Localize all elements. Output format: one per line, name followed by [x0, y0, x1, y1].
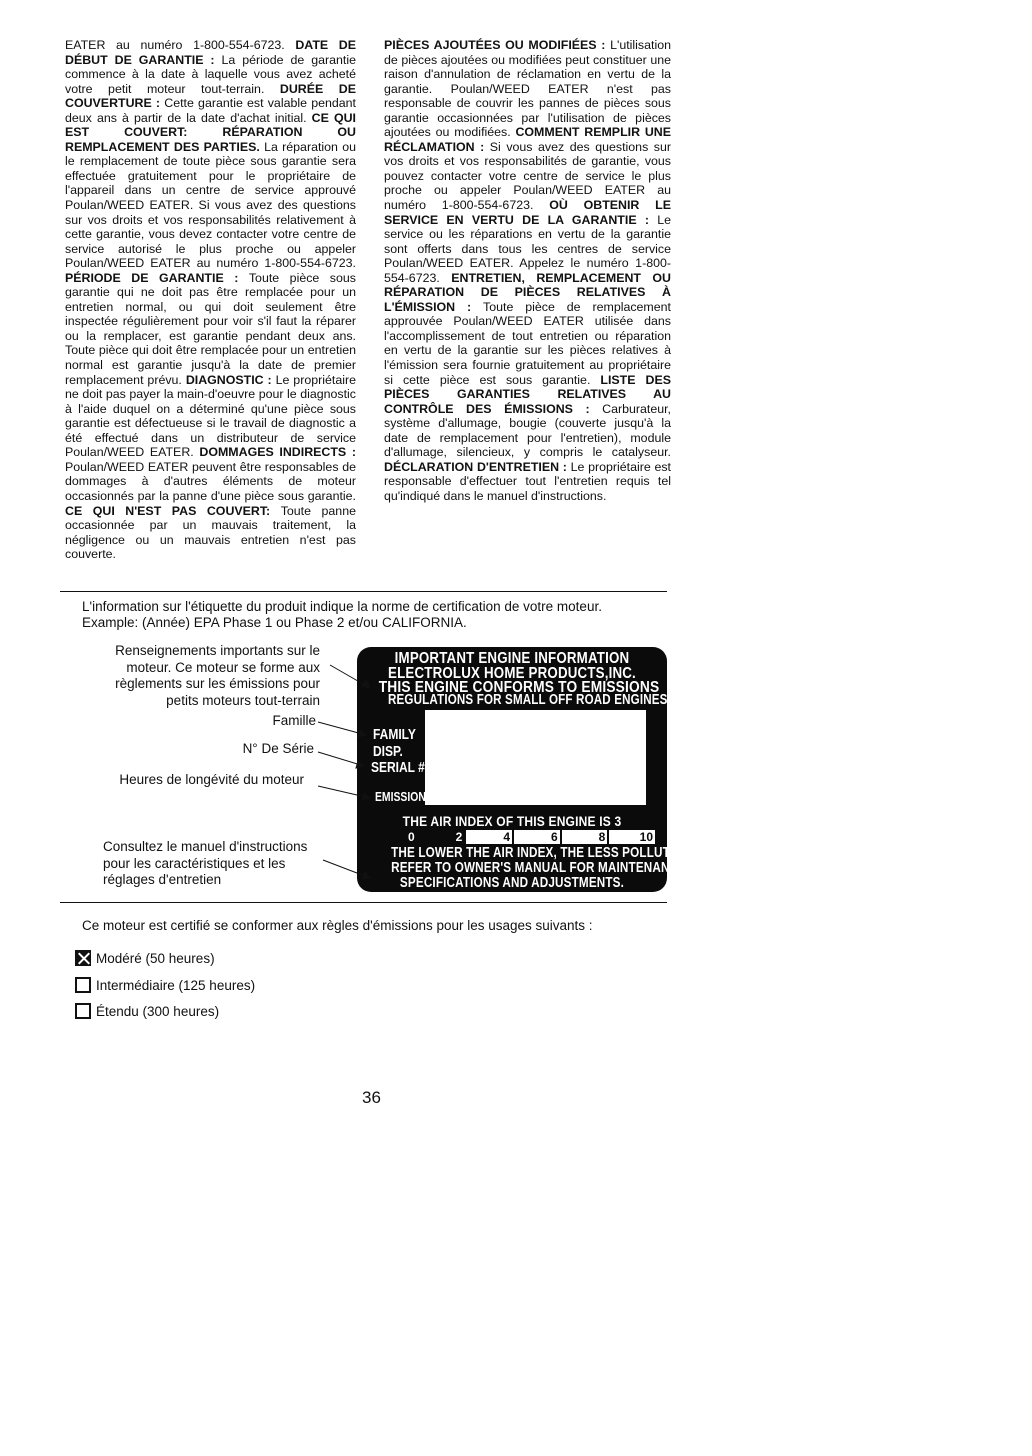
certification-text: Ce moteur est certifié se conformer aux règles d'émissions pour les usages suivants :	[82, 918, 593, 933]
air-index-tick: 10	[609, 830, 657, 844]
bottom-divider	[60, 902, 667, 903]
right-column-segment: LISTE DES PIÈCES GARANTIES RELATIVES AU CONTRÔLE DES ÉMISSIONS :	[384, 372, 671, 416]
option-extended[interactable]	[75, 1003, 219, 1019]
checkbox-intermediate[interactable]	[75, 977, 91, 993]
right-column-segment: Le service ou les réparations en vertu de la garantie sont offerts dans tous les centres de service Poulan/WEED EATER. Appelez le numéro 1-800-554-6723.	[384, 212, 671, 285]
page-number: 36	[362, 1088, 381, 1107]
serial-callout: N° De Série	[242, 741, 314, 756]
right-column-segment: PIÈCES AJOUTÉES OU MODIFIÉES :	[384, 38, 611, 52]
left-column-segment: CE QUI EST COUVERT: RÉPARATION OU REMPLACEMENT DES PARTIES.	[65, 110, 356, 154]
left-column-segment: Toute pièce sous garantie qui ne doit pas être remplacée pour un entretien normal, ou qui doit seulement être inspectée régulièrement pour voir s'il faut la réparer ou la remplacer, est garantie pendant deux ans. Toute pièce qui doit être remplacée pour un entretien normal est garantie jusqu'à la date de premier remplacement prévu.	[65, 270, 356, 387]
intro-line-1: L'information sur l'étiquette du produit indique la norme de certification de votre moteur.	[82, 599, 602, 614]
right-column-segment: COMMENT REMPLIR UNE RÉCLAMATION :	[384, 125, 671, 154]
left-column-segment: Le propriétaire ne doit pas payer la main-d'oeuvre pour le diagnostic à l'aide duquel on a déterminé qu'une pièce sous garantie est défectueuse si le travail de diagnostic a été effectué dans un distributeur de service Poulan/WEED EATER.	[65, 372, 356, 460]
right-column-segment: OÙ OBTENIR LE SERVICE EN VERTU DE LA GARANTIE :	[384, 198, 671, 227]
label-emission: EMISSION	[375, 789, 426, 804]
option-intermediate-label: Intermédiaire (125 heures)	[96, 977, 256, 993]
left-column-segment: La période de garantie commence à la date à laquelle vous avez acheté votre petit moteur tout-terrain.	[65, 52, 356, 96]
air-index-tick: 8	[562, 830, 610, 844]
air-index-tick: 0	[371, 830, 419, 844]
option-intermediate[interactable]	[75, 977, 255, 993]
right-column-segment: Toute pièce de remplacement approuvée Poulan/WEED EATER utilisée dans l'accomplissement de tout entretien ou réparation en vertu de la garantie sur les pièces relatives à l'émission sera fournie gratuitement au propriétaire si cette pièce est sous garantie.	[384, 299, 671, 387]
right-column-segment: ENTRETIEN, REMPLACEMENT OU RÉPARATION DE PIÈCES RELATIVES À L'ÉMISSION :	[384, 270, 672, 314]
label-disp: DISP.	[373, 743, 403, 760]
air-index-tick: 2	[419, 830, 467, 844]
option-moderate-label: Modéré (50 heures)	[96, 950, 215, 966]
manual-callout: Consultez le manuel d'instructions pour les caractéristiques et les réglages d'entretien	[103, 839, 308, 887]
label-footer-1: THE LOWER THE AIR INDEX, THE LESS POLLUTION	[391, 844, 692, 861]
label-footer-3: SPECIFICATIONS AND ADJUSTMENTS.	[399, 874, 625, 891]
left-column-segment: DIAGNOSTIC :	[185, 372, 276, 387]
regulations-callout: Renseignements importants sur le moteur. Ce moteur se forme aux règlements sur les émissions pour petits moteurs tout-terrain	[115, 643, 320, 708]
right-column-segment: L'utilisation de pièces ajoutées ou modifiées peut constituer une raison d'annulation de réclamation en vertu de la garantie. Poulan/WEED EATER n'est pas responsable de couvrir les pannes de pièces sous garantie occasionnées par l'utilisation de pièces ajoutées ou modifiées.	[384, 38, 671, 140]
label-footer-2: REFER TO OWNER'S MANUAL FOR MAINTENANCE	[391, 859, 687, 876]
left-column-segment: PÉRIODE DE GARANTIE :	[65, 270, 249, 285]
label-heading-3: THIS ENGINE CONFORMS TO EMISSIONS	[378, 679, 660, 696]
option-moderate[interactable]	[75, 950, 215, 966]
checkbox-moderate[interactable]	[75, 950, 91, 966]
label-heading-1: IMPORTANT ENGINE INFORMATION	[394, 650, 630, 667]
label-family: FAMILY	[373, 726, 416, 743]
label-heading-2: ELECTROLUX HOME PRODUCTS,INC.	[388, 665, 636, 682]
air-index-tick: 4	[466, 830, 514, 844]
right-column-segment: DÉCLARATION D'ENTRETIEN :	[384, 459, 571, 474]
arrow-manual	[323, 860, 370, 878]
arrow-durability	[318, 786, 370, 798]
left-column-segment: EATER au numéro 1-800-554-6723.	[65, 38, 296, 52]
label-heading-4: REGULATIONS FOR SMALL OFF ROAD ENGINES	[388, 692, 668, 708]
intro-line-2: Example: (Année) EPA Phase 1 ou Phase 2 et/ou CALIFORNIA.	[82, 615, 467, 630]
left-column-segment: Cette garantie est valable pendant deux ans à partir de la date d'achat initial.	[65, 96, 356, 125]
left-column-segment: Toute panne occasionnée par un mauvais traitement, la négligence ou un mauvais entretien n'est pas couverte.	[65, 503, 356, 562]
family-callout: Famille	[272, 713, 316, 728]
left-column-segment: La réparation ou le remplacement de toute pièce sous garantie sera effectuée gratuitement pour le propriétaire de l'appareil dans un centre de service approuvé Poulan/WEED EATER. Si vous avez des questions sur vos droits et vos responsabilités relativement à cette garantie, vous devez contacter votre centre de service autorisé le plus proche ou appeler Poulan/WEED EATER au numéro 1-800-554-6723.	[65, 139, 356, 271]
left-column-segment: CE QUI N'EST PAS COUVERT:	[65, 503, 281, 518]
left-column-segment: DOMMAGES INDIRECTS :	[199, 445, 356, 460]
air-index-tick: 6	[514, 830, 562, 844]
checkbox-extended[interactable]	[75, 1003, 91, 1019]
right-column-segment: Le propriétaire est responsable d'effectuer tout l'entretien requis tel qu'indiqué dans le manuel d'instructions.	[384, 459, 671, 503]
durability-callout: Heures de longévité du moteur	[119, 772, 304, 787]
label-serial: SERIAL #	[371, 759, 425, 776]
right-column-segment: Si vous avez des questions sur vos droits et vos responsabilités de garantie, vous pouvez contacter votre centre de service le plus proche ou appeler Poulan/WEED EATER au numéro 1-800-554-6723.	[384, 139, 671, 213]
option-extended-label: Étendu (300 heures)	[96, 1003, 220, 1019]
left-column-segment: DURÉE DE COUVERTURE :	[65, 81, 356, 111]
left-column-segment: DATE DE DÉBUT DE GARANTIE :	[65, 38, 356, 67]
label-air-index: THE AIR INDEX OF THIS ENGINE IS 3	[402, 813, 622, 829]
right-column-segment: Carburateur, système d'allumage, bougie (couverte jusqu'à la date de remplacement pour l'entretien), module d'allumage, silencieux, y compris le catalyseur.	[384, 401, 671, 460]
left-column-segment: Poulan/WEED EATER peuvent être responsables de dommages à d'autres éléments de moteur occasionnés par la panne d'une pièce sous garantie.	[65, 459, 356, 503]
